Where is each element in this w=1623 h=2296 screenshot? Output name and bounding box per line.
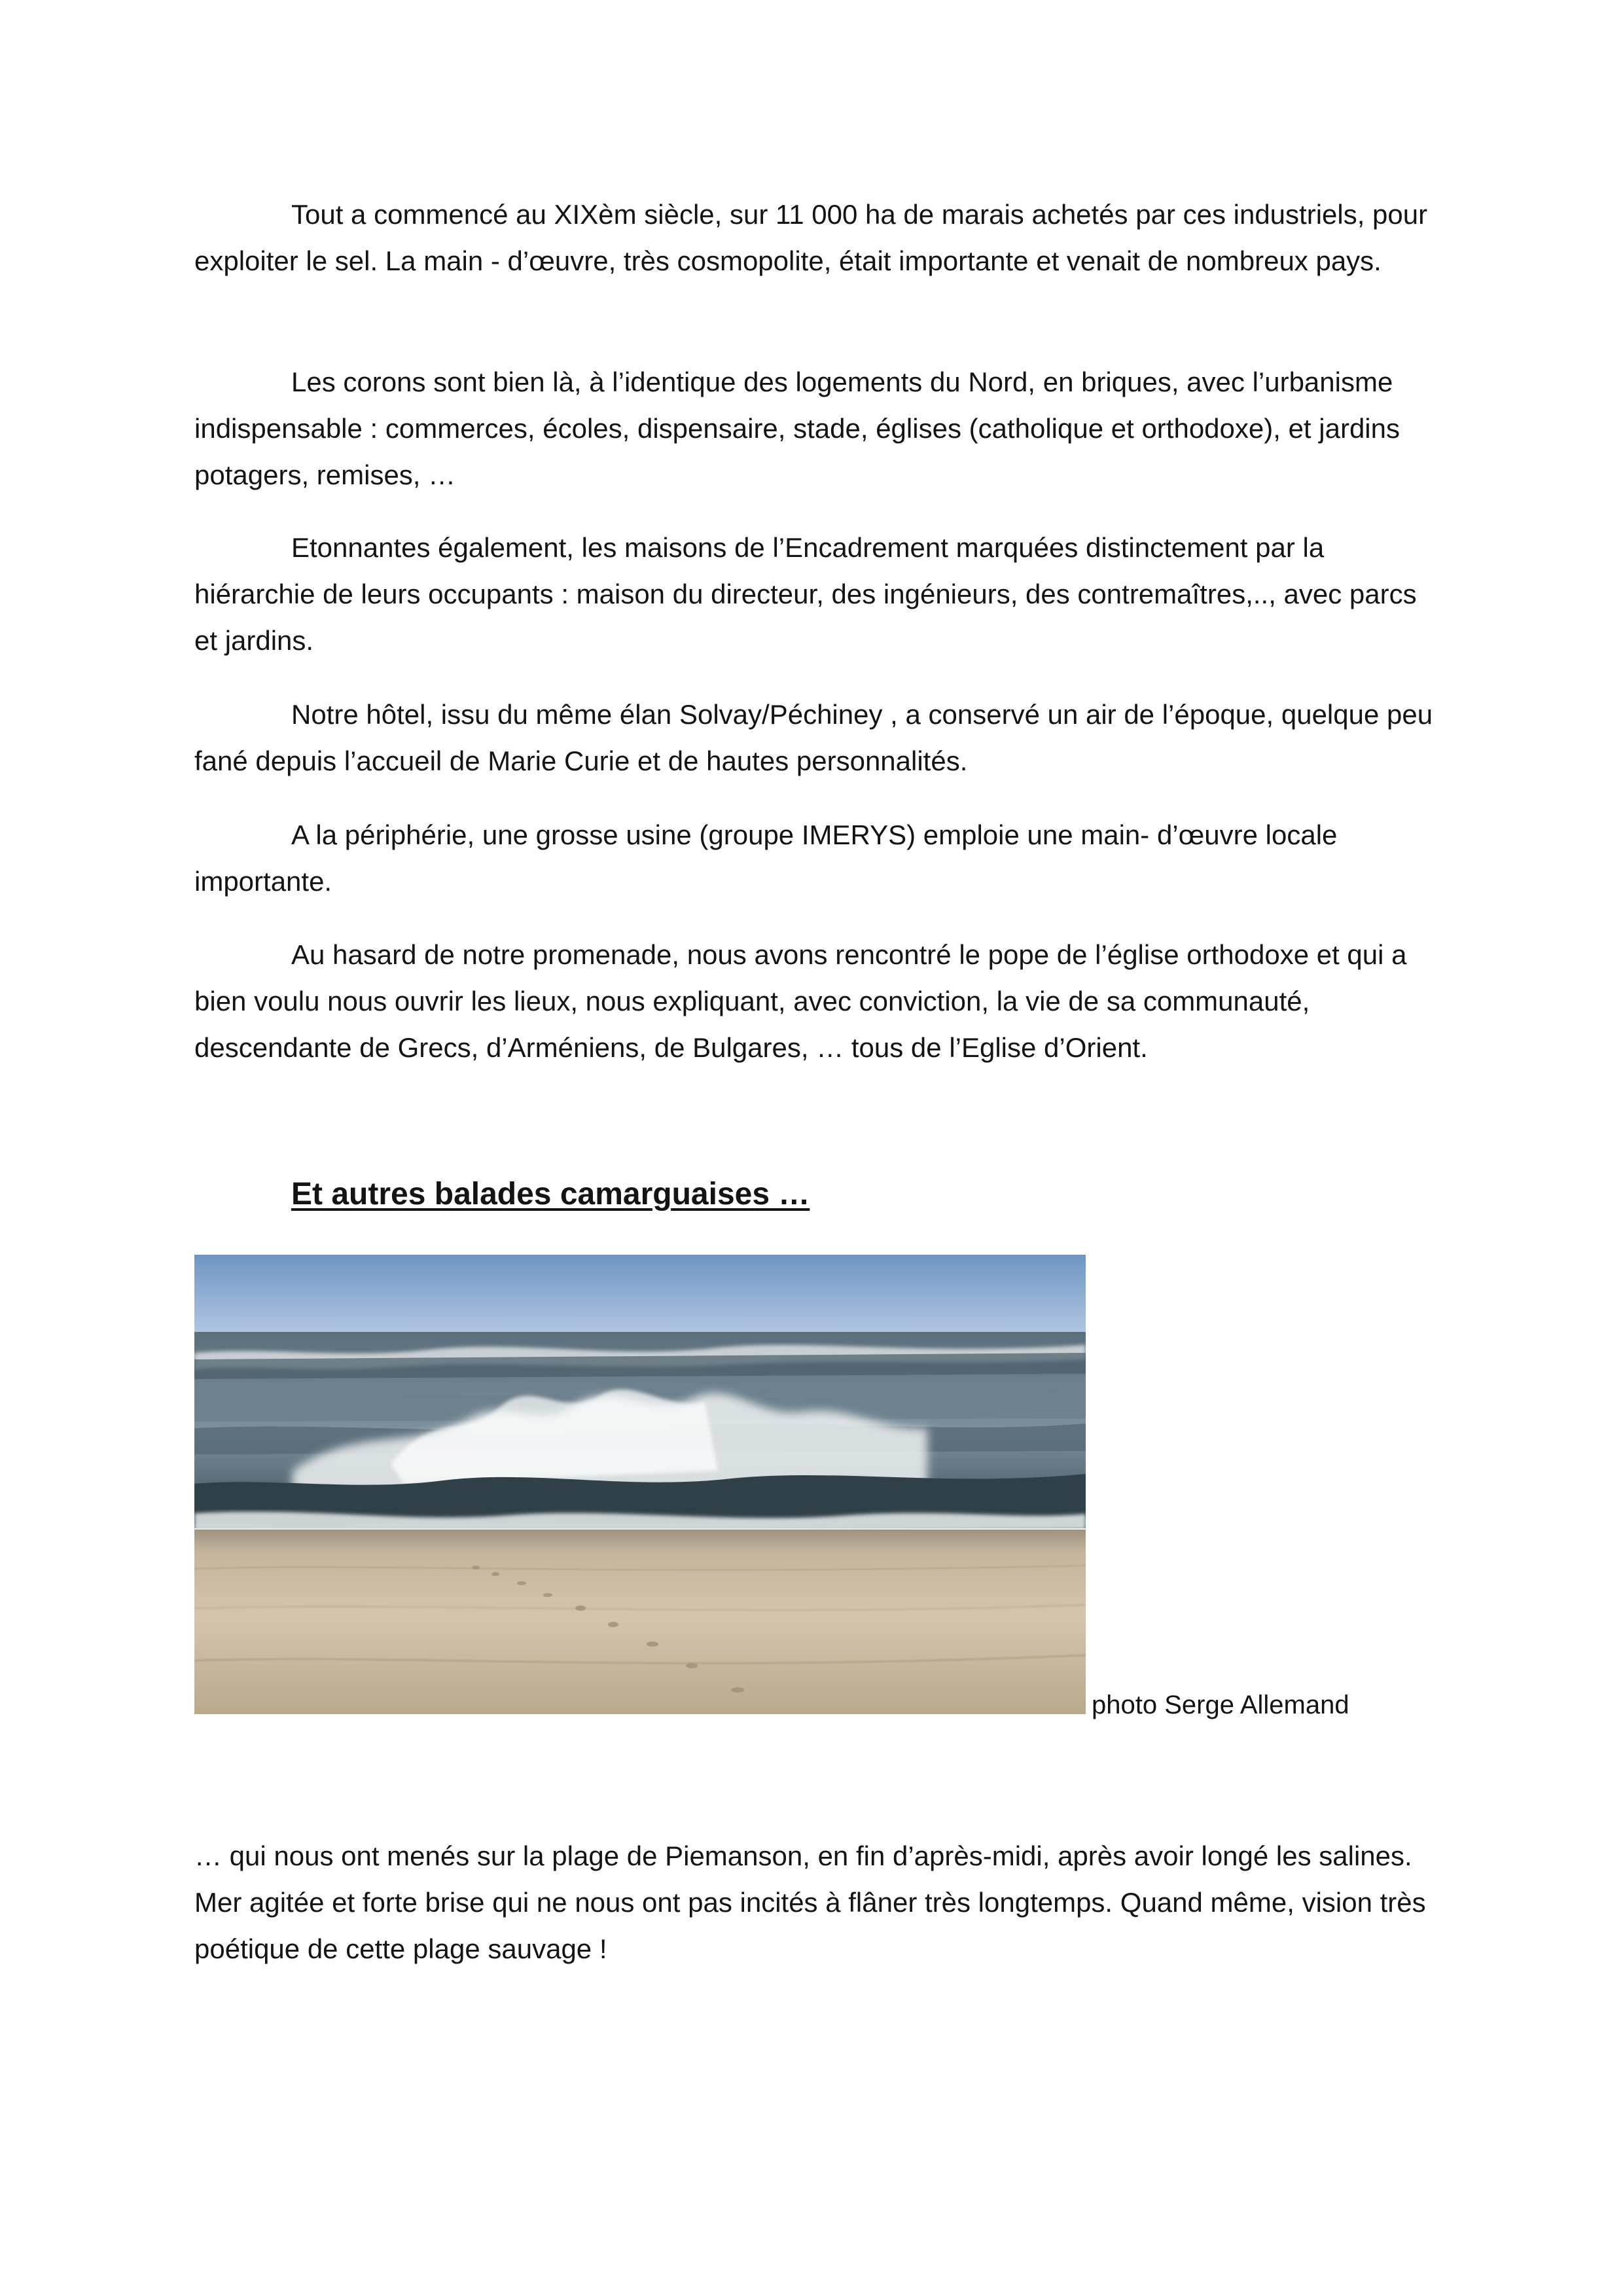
- section-heading: Et autres balades camarguaises …: [291, 1177, 810, 1211]
- paragraph-6: Au hasard de notre promenade, nous avons rencontré le pope de l’église orthodoxe et qui a bien voulu nous ouvrir les lieux, nous expliquant, avec conviction, la vie de sa communauté, descendante de Grecs, d’Arméniens, de Bulgares, … tous de l’Eglise d’Orient.: [194, 939, 1407, 1063]
- paragraph-1: Tout a commencé au XIXèm siècle, sur 11 000 ha de marais achetés par ces industriels, pour exploiter le sel. La main - d’œuvre, très cosmopolite, était importante et venait de nombreux pays.: [194, 199, 1428, 276]
- paragraph-2: Les corons sont bien là, à l’identique des logements du Nord, en briques, avec l’urbanisme indispensable : commerces, écoles, dispensaire, stade, églises (catholique et orthodoxe), et jardins potagers, remises, …: [194, 367, 1400, 490]
- photo-caption: photo Serge Allemand: [1092, 1691, 1349, 1719]
- beach-waves-photo: [194, 1255, 1086, 1714]
- paragraph-5: A la périphérie, une grosse usine (groupe IMERYS) emploie une main- d’œuvre locale importante.: [194, 819, 1338, 897]
- paragraph-4: Notre hôtel, issu du même élan Solvay/Péchiney , a conservé un air de l’époque, quelque peu fané depuis l’accueil de Marie Curie et de hautes personnalités.: [194, 699, 1433, 776]
- paragraph-3: Etonnantes également, les maisons de l’Encadrement marquées distinctement par la hiérarchie de leurs occupants : maison du directeur, des ingénieurs, des contremaîtres,.., avec parcs et jardins.: [194, 532, 1417, 656]
- closing-paragraph: … qui nous ont menés sur la plage de Piemanson, en fin d’après-midi, après avoir longé les salines. Mer agitée et forte brise qui ne nous ont pas incités à flâner très longtemps. Quand même, vision très poétique de cette plage sauvage !: [194, 1840, 1426, 1964]
